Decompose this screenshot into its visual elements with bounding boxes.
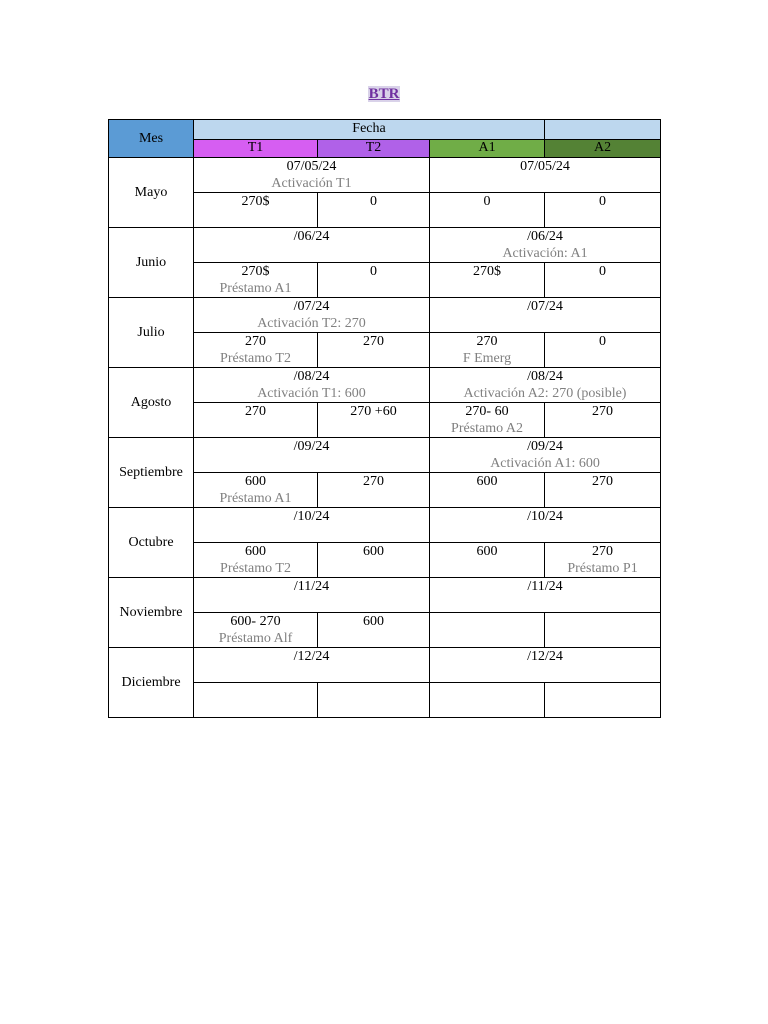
t1-value: 270 bbox=[245, 404, 266, 419]
t2-value: 270 +60 bbox=[350, 404, 397, 419]
a-date-cell bbox=[430, 578, 661, 613]
t2-cell bbox=[318, 683, 430, 718]
document-title bbox=[0, 86, 768, 103]
a-date: /12/24 bbox=[527, 649, 563, 664]
t1-value: 270$ bbox=[241, 264, 270, 279]
t1-note: Préstamo T2 bbox=[220, 561, 291, 576]
a1-cell bbox=[430, 333, 545, 368]
t1-cell bbox=[194, 403, 318, 438]
btr-table bbox=[108, 119, 661, 718]
month-name: Septiembre bbox=[109, 438, 194, 508]
month-name: Noviembre bbox=[109, 578, 194, 648]
a2-value: 0 bbox=[599, 334, 607, 349]
a1-cell bbox=[430, 613, 545, 648]
t2-cell bbox=[318, 613, 430, 648]
table-body bbox=[109, 120, 661, 718]
month-name: Agosto bbox=[109, 368, 194, 438]
a-date-cell bbox=[430, 368, 661, 403]
month-date-row bbox=[109, 578, 661, 613]
t-date: /06/24 bbox=[293, 229, 330, 244]
t1-cell bbox=[194, 613, 318, 648]
t-date-cell bbox=[194, 228, 430, 263]
month-date-row bbox=[109, 158, 661, 193]
t-date: /10/24 bbox=[293, 509, 330, 524]
t-date: /11/24 bbox=[293, 579, 330, 594]
t2-cell bbox=[318, 263, 430, 298]
t2-value: 0 bbox=[370, 264, 377, 279]
fecha-header: Fecha bbox=[194, 120, 545, 140]
a1-note: Préstamo A2 bbox=[451, 421, 523, 436]
t-date-cell bbox=[194, 578, 430, 613]
a1-value: 270 bbox=[476, 334, 498, 349]
a2-cell bbox=[545, 263, 661, 298]
a-date: /10/24 bbox=[527, 509, 563, 524]
a-note: Activación: A1 bbox=[502, 246, 588, 261]
month-name: Julio bbox=[109, 298, 194, 368]
col-header-t2: T2 bbox=[318, 140, 430, 158]
a1-cell bbox=[430, 193, 545, 228]
a1-note: F Emerg bbox=[462, 351, 512, 366]
t-note: Activación T2: 270 bbox=[257, 316, 366, 331]
t-date: /08/24 bbox=[293, 369, 330, 384]
t-note: Activación T1: 600 bbox=[257, 386, 366, 401]
t-date-cell bbox=[194, 648, 430, 683]
t2-cell bbox=[318, 473, 430, 508]
month-date-row bbox=[109, 438, 661, 473]
month-name: Junio bbox=[109, 228, 194, 298]
month-date-row bbox=[109, 368, 661, 403]
a2-cell bbox=[545, 473, 661, 508]
t2-cell bbox=[318, 193, 430, 228]
t-date: 07/05/24 bbox=[286, 159, 337, 174]
a1-value: 270- 60 bbox=[465, 404, 509, 419]
t-date: /12/24 bbox=[293, 649, 330, 664]
t2-cell bbox=[318, 543, 430, 578]
a1-cell bbox=[430, 403, 545, 438]
a1-cell bbox=[430, 473, 545, 508]
t2-value: 600 bbox=[363, 544, 384, 559]
month-name: Octubre bbox=[109, 508, 194, 578]
t-date-cell bbox=[194, 508, 430, 543]
blank-header bbox=[545, 120, 661, 140]
a-date: /09/24 bbox=[527, 439, 563, 454]
a1-value: 270$ bbox=[473, 264, 502, 279]
a-date-cell bbox=[430, 298, 661, 333]
t1-value: 600 bbox=[245, 474, 266, 489]
a-date: /06/24 bbox=[527, 229, 563, 244]
a1-cell bbox=[430, 263, 545, 298]
a1-value: 600 bbox=[476, 544, 498, 559]
t1-cell bbox=[194, 263, 318, 298]
a-note: Activación A2: 270 (posible) bbox=[463, 386, 627, 401]
t1-note: Préstamo Alf bbox=[218, 631, 293, 646]
t2-cell bbox=[318, 333, 430, 368]
t1-cell bbox=[194, 473, 318, 508]
t1-note: Préstamo A1 bbox=[219, 281, 292, 296]
a2-cell bbox=[545, 333, 661, 368]
a-date-cell bbox=[430, 158, 661, 193]
t1-cell bbox=[194, 193, 318, 228]
month-date-row bbox=[109, 508, 661, 543]
t-date-cell bbox=[194, 158, 430, 193]
t1-value: 600- 270 bbox=[230, 614, 281, 629]
t1-value: 270 bbox=[245, 334, 266, 349]
header-row-top bbox=[109, 120, 661, 140]
a-date-cell bbox=[430, 438, 661, 473]
month-name: Diciembre bbox=[109, 648, 194, 718]
col-header-t1: T1 bbox=[194, 140, 318, 158]
a2-value: 270 bbox=[592, 404, 614, 419]
a-date: 07/05/24 bbox=[520, 159, 570, 174]
t1-cell bbox=[194, 683, 318, 718]
a-date: /08/24 bbox=[527, 369, 563, 384]
a2-cell bbox=[545, 403, 661, 438]
a-date-cell bbox=[430, 228, 661, 263]
a1-value: 600 bbox=[476, 474, 498, 489]
a2-value: 0 bbox=[599, 264, 607, 279]
a-note: Activación A1: 600 bbox=[490, 456, 600, 471]
t1-note: Préstamo A1 bbox=[219, 491, 292, 506]
a2-cell bbox=[545, 193, 661, 228]
t-date: /09/24 bbox=[293, 439, 330, 454]
t1-cell bbox=[194, 333, 318, 368]
t-date: /07/24 bbox=[293, 299, 330, 314]
a1-cell bbox=[430, 543, 545, 578]
t-date-cell bbox=[194, 368, 430, 403]
t1-value: 600 bbox=[245, 544, 266, 559]
col-header-a2: A2 bbox=[545, 140, 661, 158]
a1-value: 0 bbox=[483, 194, 491, 209]
t2-value: 600 bbox=[363, 614, 384, 629]
a2-value: 270 bbox=[592, 474, 614, 489]
title-text: BTR bbox=[368, 86, 400, 102]
t1-note: Préstamo T2 bbox=[220, 351, 291, 366]
a-date: /07/24 bbox=[527, 299, 563, 314]
mes-header: Mes bbox=[109, 120, 194, 158]
month-name: Mayo bbox=[109, 158, 194, 228]
t1-cell bbox=[194, 543, 318, 578]
a1-cell bbox=[430, 683, 545, 718]
a2-value: 270 bbox=[592, 544, 614, 559]
t2-cell bbox=[318, 403, 430, 438]
t2-value: 270 bbox=[363, 474, 384, 489]
col-header-a1: A1 bbox=[430, 140, 545, 158]
a-date: /11/24 bbox=[527, 579, 563, 594]
t2-value: 270 bbox=[363, 334, 384, 349]
a2-cell bbox=[545, 613, 661, 648]
month-date-row bbox=[109, 298, 661, 333]
t-date-cell bbox=[194, 438, 430, 473]
a-date-cell bbox=[430, 508, 661, 543]
a2-note: Préstamo P1 bbox=[567, 561, 638, 576]
t2-value: 0 bbox=[370, 194, 377, 209]
a2-cell bbox=[545, 543, 661, 578]
month-date-row bbox=[109, 228, 661, 263]
month-date-row bbox=[109, 648, 661, 683]
a-date-cell bbox=[430, 648, 661, 683]
t1-value: 270$ bbox=[241, 194, 270, 209]
a2-value: 0 bbox=[599, 194, 607, 209]
t-date-cell bbox=[194, 298, 430, 333]
t-note: Activación T1 bbox=[271, 176, 352, 191]
a2-cell bbox=[545, 683, 661, 718]
